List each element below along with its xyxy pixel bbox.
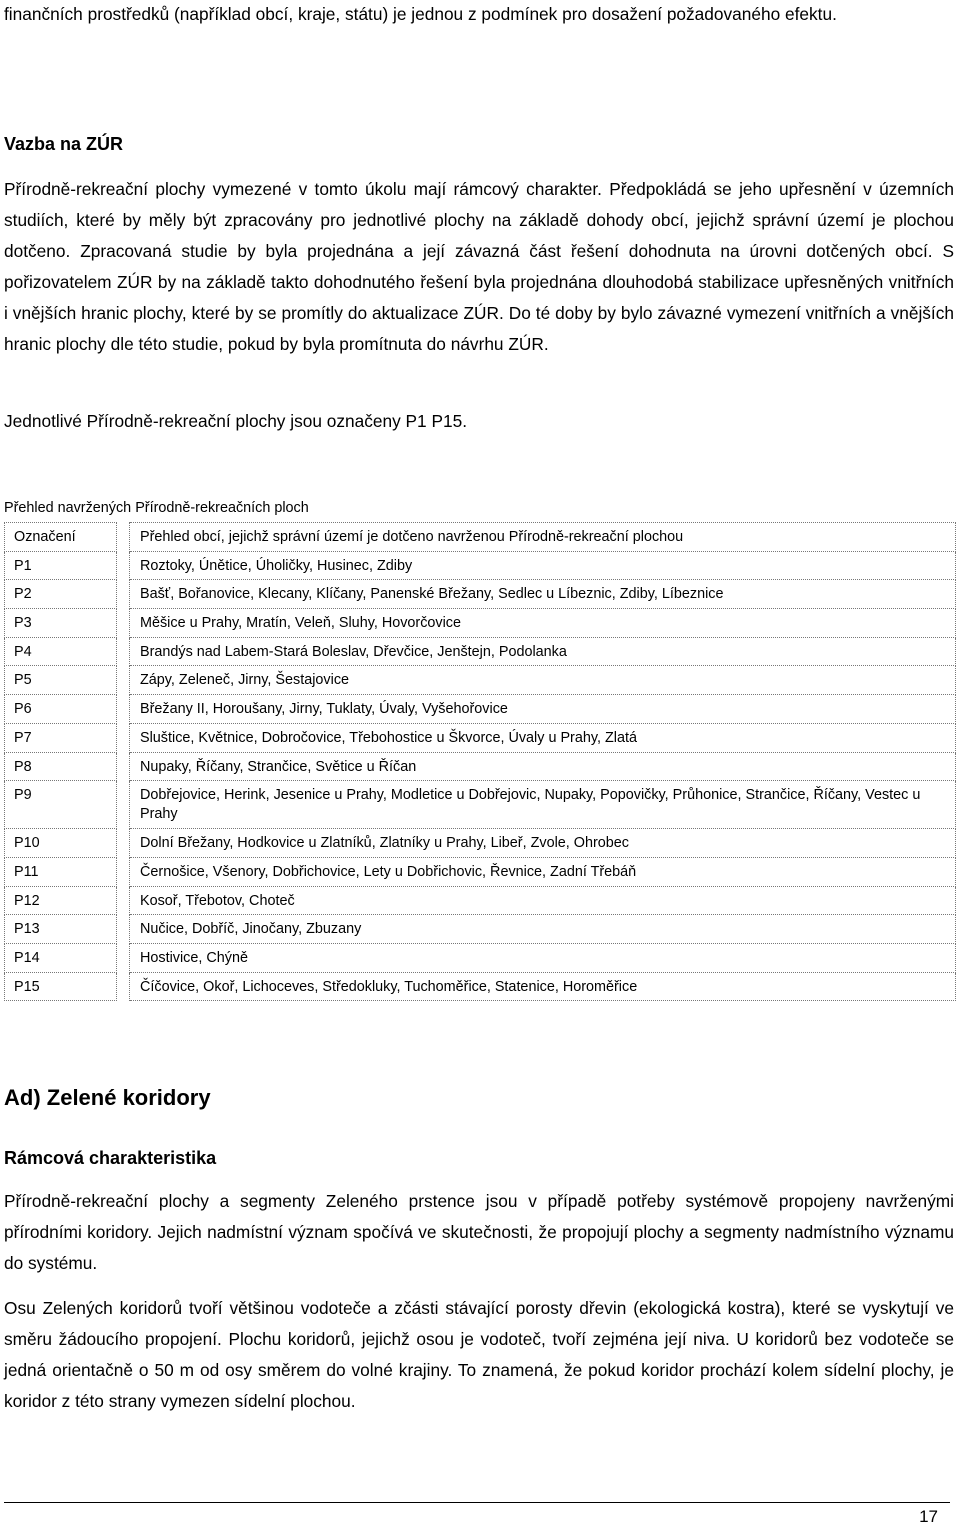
cell-obce: Nupaky, Říčany, Strančice, Světice u Říčan <box>130 752 956 781</box>
column-gap <box>117 523 130 552</box>
cell-oznaceni: P5 <box>5 666 117 695</box>
cell-obce: Dobřejovice, Herink, Jesenice u Prahy, Modletice u Dobřejovic, Nupaky, Popovičky, Průhonice, Strančice, Říčany, Vestec u Prahy <box>130 781 956 829</box>
table-header-row <box>5 523 956 552</box>
cell-obce: Brandýs nad Labem-Stará Boleslav, Dřevčice, Jenštejn, Podolanka <box>130 637 956 666</box>
cell-obce: Dolní Břežany, Hodkovice u Zlatníků, Zlatníky u Prahy, Libeř, Zvole, Ohrobec <box>130 829 956 858</box>
vazba-paragraph: Přírodně-rekreační plochy vymezené v tomto úkolu mají rámcový charakter. Předpokládá se jeho upřesnění v územních studiích, které by měly být zpracovány pro jednotlivé plochy na základě dohody obcí, jejichž správní území je plochou dotčeno. Zpracovaná studie by byla projednána a její závazná část řešení dohodnuta na úrovni dotčených obcí. S pořizovatelem ZÚR by na základě takto dohodnutého řešení byla projednána dlouhodobá stabilizace upřesněných vnitřních i vnějších hranic plochy, které by se promítly do aktualizace ZÚR. Do té doby by bylo závazné vymezení vnitřních a vnějších hranic plochy dle této studie, pokud by byla promítnuta do návrhu ZÚR. <box>4 179 954 354</box>
column-gap <box>117 580 130 609</box>
cell-oznaceni: P10 <box>5 829 117 858</box>
cell-obce: Černošice, Všenory, Dobřichovice, Lety u Dobřichovic, Řevnice, Zadní Třebáň <box>130 857 956 886</box>
cell-oznaceni: P8 <box>5 752 117 781</box>
cell-obce: Roztoky, Únětice, Úholičky, Husinec, Zdiby <box>130 551 956 580</box>
table-row <box>5 857 956 886</box>
table-row <box>5 972 956 1001</box>
column-gap <box>117 915 130 944</box>
plochy-table <box>4 522 956 1001</box>
cell-obce: Měšice u Prahy, Mratín, Veleň, Sluhy, Hovorčovice <box>130 609 956 638</box>
section-heading-vazba: Vazba na ZÚR <box>4 134 124 154</box>
intro-paragraph: finančních prostředků (například obcí, kraje, státu) je jednou z podmínek pro dosažení požadovaného efektu. <box>4 4 837 24</box>
header-prehled-obci: Přehled obcí, jejichž správní území je dotčeno navrženou Přírodně-rekreační plochou <box>130 523 956 552</box>
cell-obce: Bašť, Bořanovice, Klecany, Klíčany, Panenské Břežany, Sedlec u Líbeznic, Zdiby, Líbeznice <box>130 580 956 609</box>
header-oznaceni: Označení <box>5 523 117 552</box>
column-gap <box>117 781 130 829</box>
cell-obce: Nučice, Dobříč, Jinočany, Zbuzany <box>130 915 956 944</box>
cell-obce: Břežany II, Horoušany, Jirny, Tuklaty, Úvaly, Vyšehořovice <box>130 695 956 724</box>
column-gap <box>117 943 130 972</box>
column-gap <box>117 695 130 724</box>
cell-oznaceni: P9 <box>5 781 117 829</box>
table-row <box>5 915 956 944</box>
column-gap <box>117 723 130 752</box>
cell-oznaceni: P14 <box>5 943 117 972</box>
vazba-summary: Jednotlivé Přírodně-rekreační plochy jsou označeny P1 P15. <box>4 411 468 431</box>
cell-oznaceni: P6 <box>5 695 117 724</box>
table-row <box>5 666 956 695</box>
koridory-paragraph-2: Osu Zelených koridorů tvoří většinou vodoteče a zčásti stávající porosty dřevin (ekologická kostra), které se vyskytují ve směru žádoucího propojení. Plochu koridorů, jejichž osou je vodoteč, tvoří zejména její niva. U koridorů bez vodoteče se jedná orientačně o 50 m od osy směrem do volné krajiny. To znamená, že pokud koridor prochází kolem sídelní plochy, je koridor z této strany vymezen sídelní plochou. <box>4 1298 954 1411</box>
cell-oznaceni: P11 <box>5 857 117 886</box>
column-gap <box>117 972 130 1001</box>
cell-oznaceni: P15 <box>5 972 117 1001</box>
cell-oznaceni: P13 <box>5 915 117 944</box>
table-row <box>5 551 956 580</box>
table-row <box>5 580 956 609</box>
koridory-paragraph-1: Přírodně-rekreační plochy a segmenty Zeleného prstence jsou v případě potřeby systémově propojeny navrženými přírodními koridory. Jejich nadmístní význam spočívá ve skutečnosti, že propojují plochy a segmenty nadmístního významu do systému. <box>4 1191 954 1273</box>
column-gap <box>117 666 130 695</box>
page-number: 17 <box>919 1507 938 1526</box>
cell-oznaceni: P3 <box>5 609 117 638</box>
footer-divider <box>4 1502 950 1503</box>
column-gap <box>117 857 130 886</box>
table-row <box>5 695 956 724</box>
table-row <box>5 752 956 781</box>
table-row <box>5 723 956 752</box>
column-gap <box>117 886 130 915</box>
cell-obce: Hostivice, Chýně <box>130 943 956 972</box>
section-heading-zelene-koridory: Ad) Zelené koridory <box>4 1085 211 1110</box>
column-gap <box>117 752 130 781</box>
cell-obce: Kosoř, Třebotov, Choteč <box>130 886 956 915</box>
table-row <box>5 609 956 638</box>
table-row <box>5 637 956 666</box>
column-gap <box>117 609 130 638</box>
cell-obce: Sluštice, Květnice, Dobročovice, Třebohostice u Škvorce, Úvaly u Prahy, Zlatá <box>130 723 956 752</box>
plochy-table-body <box>5 523 956 1001</box>
column-gap <box>117 637 130 666</box>
table-row <box>5 829 956 858</box>
cell-oznaceni: P2 <box>5 580 117 609</box>
table-row <box>5 781 956 829</box>
table-row <box>5 886 956 915</box>
cell-oznaceni: P7 <box>5 723 117 752</box>
cell-obce: Číčovice, Okoř, Lichoceves, Středokluky, Tuchoměřice, Statenice, Horoměřice <box>130 972 956 1001</box>
table-caption: Přehled navržených Přírodně-rekreačních ploch <box>4 500 309 516</box>
table-row <box>5 943 956 972</box>
column-gap <box>117 551 130 580</box>
cell-obce: Zápy, Zeleneč, Jirny, Šestajovice <box>130 666 956 695</box>
cell-oznaceni: P1 <box>5 551 117 580</box>
cell-oznaceni: P12 <box>5 886 117 915</box>
column-gap <box>117 829 130 858</box>
cell-oznaceni: P4 <box>5 637 117 666</box>
subheading-ramcova-charakteristika: Rámcová charakteristika <box>4 1148 217 1168</box>
